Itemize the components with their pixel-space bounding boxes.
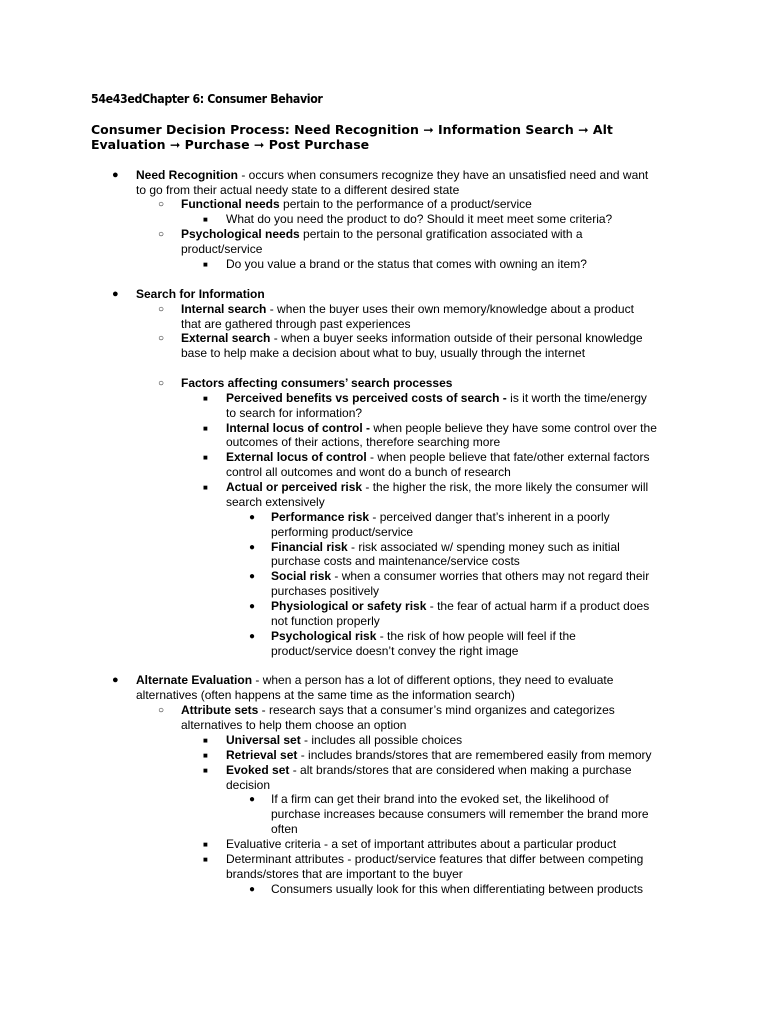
term-label: Need Recognition (136, 168, 239, 182)
line-text: - includes all possible choices (300, 733, 463, 747)
term-label: Factors affecting consumers’ search processes (181, 376, 453, 390)
term-label: Psychological needs (181, 227, 300, 241)
line-text: is it worth the time/energy (506, 391, 647, 405)
text-line (136, 673, 613, 688)
line-text: - alt brands/stores that are considered when making a purchase (289, 763, 632, 777)
term-label: Psychological risk (271, 629, 377, 643)
term-label: Evoked set (226, 763, 290, 777)
text-line (271, 510, 610, 525)
term-label: Actual or perceived risk (226, 480, 363, 494)
term-label: Attribute sets (181, 703, 259, 717)
text-line (226, 733, 462, 748)
text-line (226, 852, 643, 867)
line-text: to go from their actual needy state to a different desired state (136, 183, 460, 197)
bullet-marker: ● (112, 288, 119, 300)
term-label: Search for Information (136, 287, 265, 301)
bullet-marker: ● (249, 884, 256, 895)
text-line (181, 703, 615, 718)
bullet-marker: ○ (158, 199, 165, 210)
term-label: Financial risk (271, 540, 348, 554)
line-text: Consumers usually look for this when differentiating between products (271, 882, 643, 896)
text-line (181, 302, 634, 317)
line-text: not function properly (271, 614, 380, 628)
term-label: External search (181, 331, 271, 345)
text-line (226, 778, 270, 793)
line-text: alternatives (often happens at the same time as the information search) (136, 688, 515, 702)
line-text: to search for information? (226, 406, 363, 420)
bullet-marker: ■ (203, 766, 208, 775)
line-text: - perceived danger that’s inherent in a poorly (369, 510, 610, 524)
line-text: performing product/service (271, 525, 414, 539)
text-line (226, 495, 325, 510)
term-label: Internal search (181, 302, 267, 316)
term-label: Internal locus of control - (226, 421, 371, 435)
bullet-marker: ■ (203, 394, 208, 403)
line-text: - the fear of actual harm if a product does (426, 599, 650, 613)
term-label: Universal set (226, 733, 301, 747)
text-line (271, 614, 380, 629)
text-line (226, 465, 511, 480)
line-text: - occurs when consumers recognize they have an unsatisfied need and want (238, 168, 649, 182)
bullet-marker: ■ (203, 751, 208, 760)
line-text: - includes brands/stores that are remembered easily from memory (297, 748, 652, 762)
bullet-marker: ● (249, 542, 256, 553)
line-text: product/service (181, 242, 263, 256)
bullet-marker: ○ (158, 229, 165, 240)
text-line (181, 346, 585, 361)
text-line (136, 168, 648, 183)
term-label: Functional needs (181, 197, 280, 211)
text-line (226, 480, 648, 495)
line-text: control all outcomes and wont do a bunch of research (226, 465, 511, 479)
bullet-marker: ■ (203, 424, 208, 433)
text-line (226, 257, 587, 272)
bullet-marker: ● (249, 601, 256, 612)
line-text: base to help make a decision about what to buy, usually through the internet (181, 346, 586, 360)
term-label: Perceived benefits vs perceived costs of search - (226, 391, 507, 405)
line-text: often (271, 822, 298, 836)
line-text: pertain to the performance of a product/service (279, 197, 532, 211)
bullet-marker: ■ (203, 215, 208, 224)
text-line (226, 748, 652, 763)
text-line (271, 599, 649, 614)
term-label: External locus of control (226, 450, 367, 464)
bullet-marker: ■ (203, 855, 208, 864)
bullet-marker: ● (249, 512, 256, 523)
term-label: Alternate Evaluation (136, 673, 253, 687)
text-line (226, 450, 650, 465)
bullet-marker: ● (249, 631, 256, 642)
line-text: - the higher the risk, the more likely the consumer will (362, 480, 649, 494)
line-text: - risk associated w/ spending money such as initial (347, 540, 620, 554)
line-text: purchases positively (271, 584, 380, 598)
text-line (181, 197, 532, 212)
line-text: If a firm can get their brand into the evoked set, the likelihood of (271, 792, 609, 806)
line-text: product/service doesn’t convey the right image (271, 644, 519, 658)
decision-process-heading: Consumer Decision Process: Need Recognition ➞ Information Search ➞ Alt Evaluation ➞ Purchase ➞ Post Purchase (91, 122, 613, 152)
bullet-marker: ■ (203, 840, 208, 849)
line-text: - when people believe that fate/other external factors (366, 450, 650, 464)
text-line (226, 421, 657, 436)
bullet-marker: ○ (158, 333, 165, 344)
text-line (271, 792, 609, 807)
text-line (271, 882, 643, 897)
bullet-marker: ■ (203, 736, 208, 745)
line-text: outcomes of their actions, therefore searching more (226, 435, 501, 449)
term-label: Performance risk (271, 510, 370, 524)
line-text: purchase increases because consumers will remember the brand more (271, 807, 649, 821)
line-text: - when a buyer seeks information outside of their personal knowledge (270, 331, 643, 345)
line-text: that are gathered through past experiences (181, 317, 411, 331)
bullet-marker: ○ (158, 705, 165, 716)
text-line (181, 376, 452, 391)
line-text: Determinant attributes - product/service features that differ between competing (226, 852, 644, 866)
text-line (271, 644, 518, 659)
line-text: - research says that a consumer’s mind organizes and categorizes (258, 703, 615, 717)
term-label: Physiological or safety risk (271, 599, 427, 613)
line-text: - when a person has a lot of different options, they need to evaluate (252, 673, 614, 687)
text-line (136, 183, 459, 198)
text-line (181, 718, 406, 733)
document-title: 54e43edChapter 6: Consumer Behavior (91, 92, 323, 106)
text-line (136, 688, 515, 703)
line-text: search extensively (226, 495, 325, 509)
text-line (226, 391, 647, 406)
text-line (136, 287, 265, 302)
bullet-marker: ● (112, 674, 119, 686)
text-line (271, 584, 379, 599)
line-text: purchase costs and maintenance/service costs (271, 554, 520, 568)
line-text: - when a consumer worries that others may not regard their (331, 569, 650, 583)
line-text: Do you value a brand or the status that comes with owning an item? (226, 257, 587, 271)
text-line (226, 867, 463, 882)
text-line (181, 331, 643, 346)
bullet-marker: ■ (203, 260, 208, 269)
bullet-marker: ○ (158, 378, 165, 389)
text-line (271, 569, 649, 584)
term-label: Retrieval set (226, 748, 298, 762)
text-line (226, 435, 500, 450)
text-line (226, 406, 362, 421)
bullet-marker: ● (249, 571, 256, 582)
bullet-marker: ■ (203, 483, 208, 492)
line-text: when people believe they have some control over the (370, 421, 657, 435)
text-line (181, 317, 411, 332)
text-line (271, 629, 576, 644)
line-text: decision (226, 778, 271, 792)
term-label: Social risk (271, 569, 332, 583)
line-text: - when the buyer uses their own memory/knowledge about a product (266, 302, 634, 316)
text-line (271, 822, 298, 837)
bullet-marker: ● (112, 169, 119, 181)
line-text: pertain to the personal gratification associated with a (299, 227, 583, 241)
text-line (271, 540, 620, 555)
text-line (271, 525, 413, 540)
text-line (181, 227, 583, 242)
text-line (271, 554, 520, 569)
line-text: What do you need the product to do? Should it meet meet some criteria? (226, 212, 613, 226)
text-line (226, 763, 632, 778)
text-line (226, 837, 616, 852)
line-text: Evaluative criteria - a set of important attributes about a particular product (226, 837, 617, 851)
text-line (226, 212, 612, 227)
line-text: alternatives to help them choose an option (181, 718, 407, 732)
bullet-marker: ○ (158, 304, 165, 315)
text-line (271, 807, 649, 822)
line-text: - the risk of how people will feel if the (376, 629, 576, 643)
bullet-marker: ■ (203, 453, 208, 462)
line-text: brands/stores that are important to the buyer (226, 867, 463, 881)
bullet-marker: ● (249, 794, 256, 805)
text-line (181, 242, 262, 257)
